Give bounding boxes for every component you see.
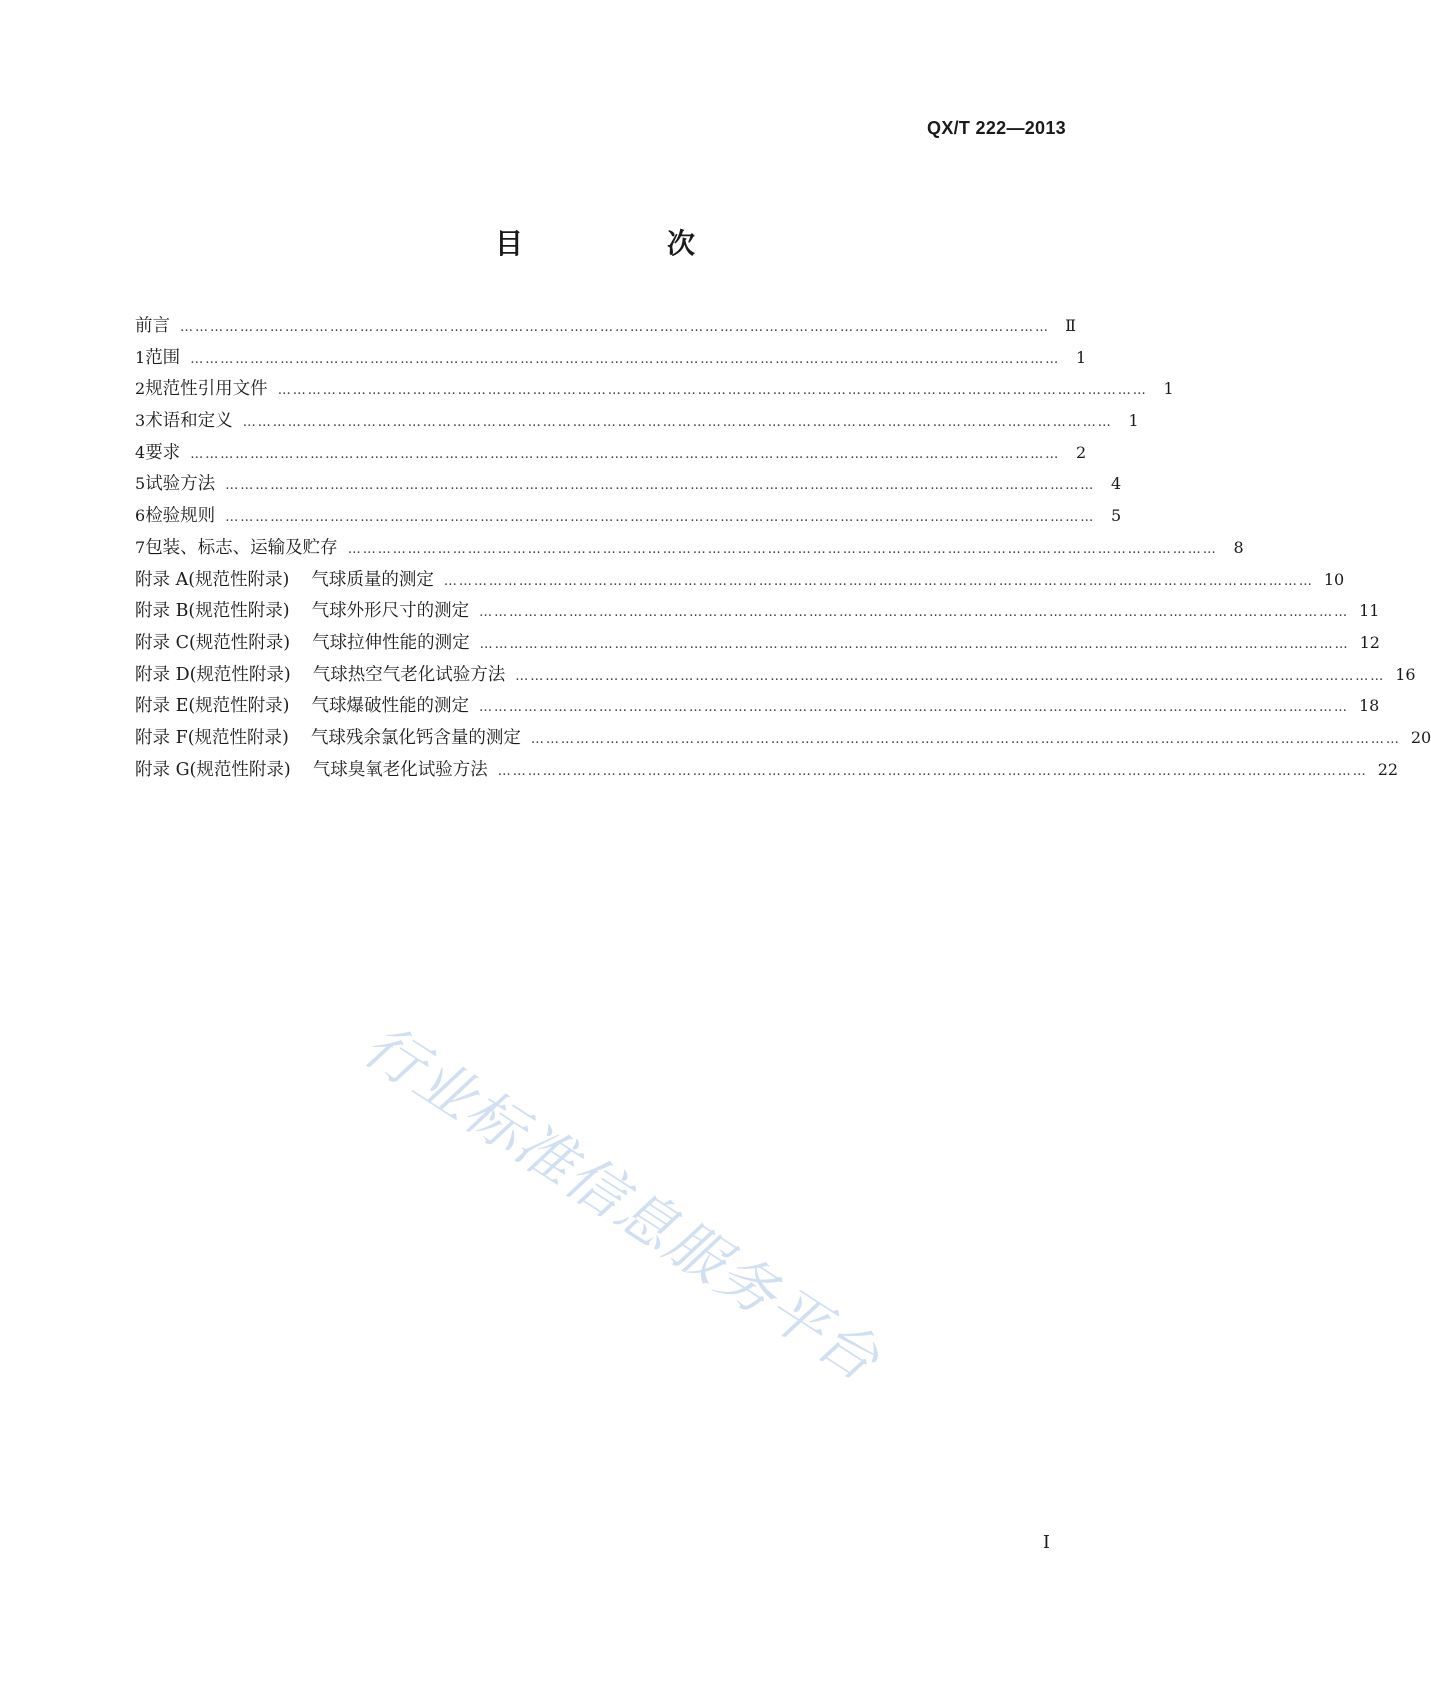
leader-dots: ………………………………………………………………………………………………………………………………………………………… (347, 541, 1218, 557)
toc-entry-text: 术语和定义 (145, 411, 233, 432)
toc-entry-text: 规范性引用文件 (145, 379, 268, 400)
annex-label: 附录 E(规范性附录) (135, 696, 290, 717)
toc-entry-number: 3 (135, 411, 146, 431)
toc-entry-number: 6 (135, 506, 146, 526)
toc-page-number: 18 (1359, 696, 1380, 716)
toc-page-number: 11 (1359, 601, 1380, 621)
leader-dots: ………………………………………………………………………………………………………………………………………………………… (530, 731, 1401, 747)
toc-entry-text: 气球拉伸性能的测定 (312, 632, 470, 653)
toc-entry-text: 要求 (145, 442, 181, 463)
toc-entry-1[interactable] (135, 344, 1087, 376)
toc-entry-5[interactable] (135, 470, 1122, 502)
toc-entry-number: 1 (135, 347, 146, 367)
toc-page-number: 1 (1128, 411, 1139, 431)
toc-entry-annex-g[interactable] (135, 756, 1399, 788)
leader-dots: ………………………………………………………………………………………………………………………………………………………… (225, 478, 1096, 494)
toc-entry-annex-f[interactable] (135, 724, 1431, 756)
toc-page-number: 5 (1111, 506, 1122, 526)
toc-entry-text: 气球臭氧老化试验方法 (312, 759, 488, 780)
toc-entry-7[interactable] (135, 534, 1244, 566)
table-of-contents (135, 312, 1431, 787)
toc-entry-3[interactable] (135, 407, 1139, 439)
page-title: 目 次 (494, 227, 753, 260)
toc-entry-annex-a[interactable] (135, 566, 1345, 598)
toc-entry-2[interactable] (135, 375, 1174, 407)
toc-entry-annex-c[interactable] (135, 629, 1380, 661)
toc-page-number: 20 (1410, 727, 1431, 747)
toc-entry-text: 包装、标志、运输及贮存 (145, 537, 338, 558)
standard-code: QX/T 222—2013 (927, 118, 1066, 138)
toc-entry-6[interactable] (135, 502, 1122, 534)
toc-page-number: 10 (1323, 569, 1345, 589)
toc-page-number: 22 (1377, 759, 1399, 779)
leader-dots: ………………………………………………………………………………………………………………………………………………………… (479, 605, 1350, 621)
annex-label: 附录 C(规范性附录) (135, 632, 291, 653)
leader-dots: ………………………………………………………………………………………………………………………………………………………… (497, 763, 1368, 779)
leader-dots: ………………………………………………………………………………………………………………………………………………………… (479, 700, 1349, 716)
toc-page-number: 1 (1163, 379, 1174, 399)
toc-page-number: Ⅱ (1065, 316, 1076, 335)
leader-dots: ………………………………………………………………………………………………………………………………………………………… (190, 446, 1061, 462)
toc-entry-text: 气球质量的测定 (311, 569, 434, 590)
toc-page-number: 4 (1111, 474, 1122, 494)
toc-entry-text: 检验规则 (145, 506, 216, 527)
toc-page-number: 8 (1233, 537, 1244, 557)
toc-entry-annex-b[interactable] (135, 597, 1380, 629)
toc-entry-text: 气球外形尺寸的测定 (311, 601, 470, 622)
watermark: 行业标准信息服务平台 (351, 1010, 893, 1395)
toc-entry-number: 4 (135, 442, 146, 462)
toc-entry-number: 5 (135, 474, 146, 494)
toc-entry-text: 试验方法 (145, 474, 216, 495)
leader-dots: ………………………………………………………………………………………………………………………………………………………… (180, 320, 1050, 335)
leader-dots: ………………………………………………………………………………………………………………………………………………………… (190, 351, 1061, 367)
annex-label: 附录 F(规范性附录) (135, 727, 289, 748)
leader-dots: ………………………………………………………………………………………………………………………………………………………… (515, 668, 1386, 684)
leader-dots: ………………………………………………………………………………………………………………………………………………………… (225, 510, 1096, 526)
toc-entry-annex-d[interactable] (135, 661, 1416, 693)
toc-entry-text: 范围 (145, 347, 181, 368)
page-number: Ⅰ (1042, 1532, 1050, 1553)
toc-page-number: 16 (1395, 664, 1416, 684)
toc-page-number: 1 (1076, 347, 1087, 367)
toc-page-number: 12 (1359, 632, 1380, 652)
annex-label: 附录 D(规范性附录) (135, 664, 291, 685)
toc-entry-text: 气球爆破性能的测定 (311, 696, 469, 717)
toc-entry-number: 2 (135, 379, 146, 399)
toc-entry-number: 7 (135, 537, 146, 557)
annex-label: 附录 B(规范性附录) (135, 601, 290, 622)
toc-entry-text: 气球热空气老化试验方法 (312, 664, 506, 685)
toc-entry-4[interactable] (135, 439, 1087, 471)
toc-entry-text: 前言 (135, 316, 170, 336)
leader-dots: ………………………………………………………………………………………………………………………………………………………… (277, 383, 1148, 399)
leader-dots: ………………………………………………………………………………………………………………………………………………………… (242, 415, 1113, 431)
toc-entry-foreword[interactable] (135, 312, 1076, 344)
annex-label: 附录 A(规范性附录) (135, 569, 290, 590)
leader-dots: ………………………………………………………………………………………………………………………………………………………… (443, 573, 1314, 589)
toc-page-number: 2 (1076, 442, 1087, 462)
leader-dots: ………………………………………………………………………………………………………………………………………………………… (479, 636, 1350, 652)
toc-entry-text: 气球残余氯化钙含量的测定 (310, 727, 521, 748)
annex-label: 附录 G(规范性附录) (135, 759, 291, 780)
toc-entry-annex-e[interactable] (135, 692, 1380, 724)
